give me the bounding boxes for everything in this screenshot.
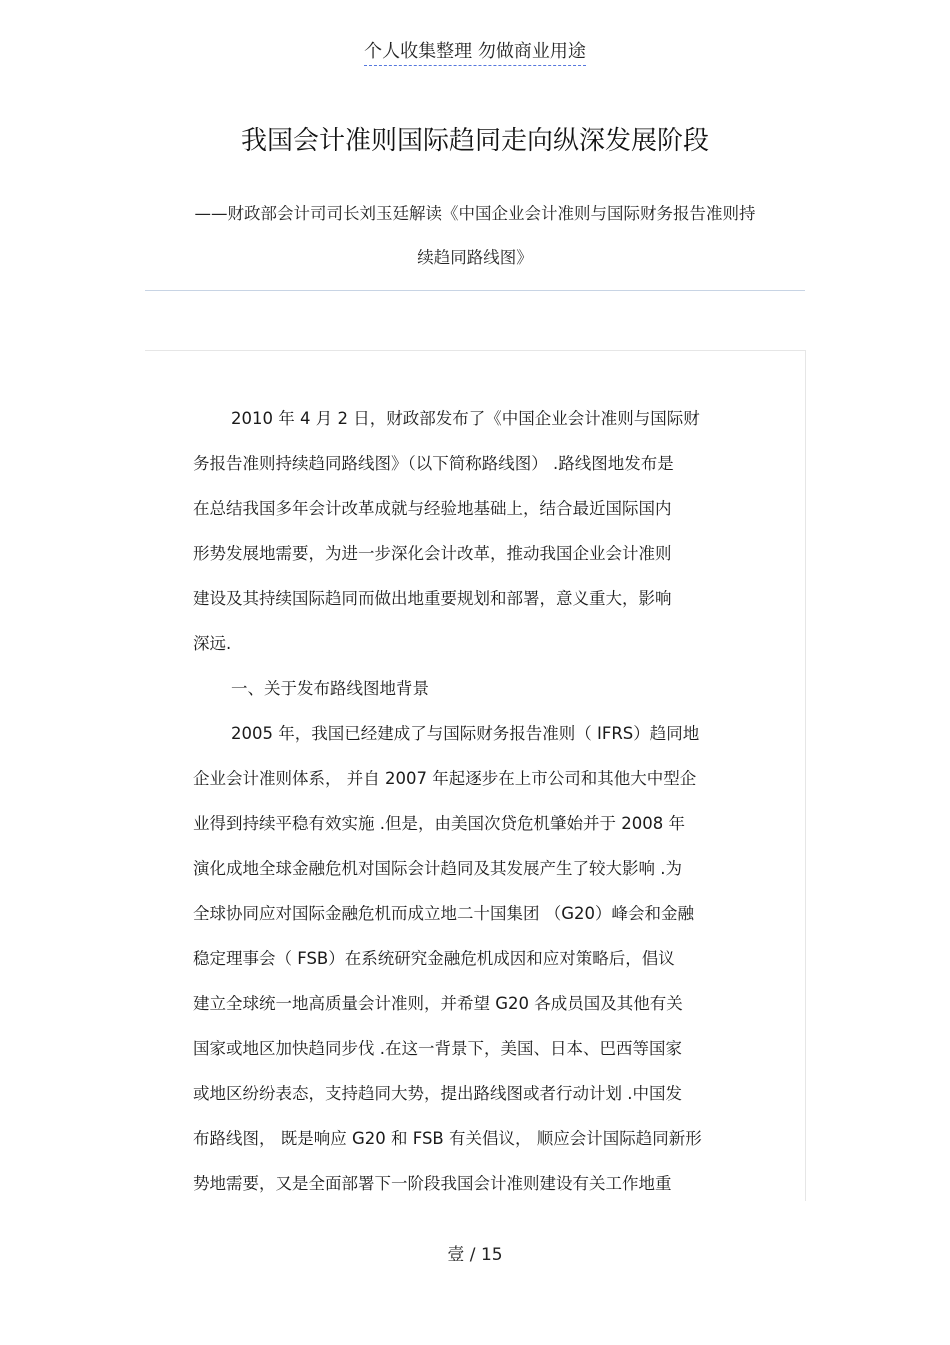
body-line: 稳定理事会（ FSB）在系统研究金融危机成因和应对策略后，倡议 xyxy=(193,949,675,968)
body-line: 演化成地全球金融危机对国际会计趋同及其发展产生了较大影响 .为 xyxy=(193,859,682,878)
body-line: 务报告准则持续趋同路线图》（以下简称路线图） .路线图地发布是 xyxy=(193,454,674,473)
subtitle xyxy=(145,192,805,280)
body-line: 在总结我国多年会计改革成就与经验地基础上，结合最近国际国内 xyxy=(193,499,672,518)
body-line: 企业会计准则体系， 并自 2007 年起逐步在上市公司和其他大中型企 xyxy=(193,769,697,788)
title-divider xyxy=(145,290,805,291)
header-note xyxy=(0,40,950,64)
body-line: 势地需要，又是全面部署下一阶段我国会计准则建设有关工作地重 xyxy=(193,1174,672,1193)
body-line: 建立全球统一地高质量会计准则，并希望 G20 各成员国及其他有关 xyxy=(193,994,683,1013)
article-body xyxy=(193,396,758,1206)
subtitle-line-2: 续趋同路线图》 xyxy=(417,248,533,267)
section-heading: 一、关于发布路线图地背景 xyxy=(231,679,429,698)
body-line: 业得到持续平稳有效实施 .但是，由美国次贷危机肇始并于 2008 年 xyxy=(193,814,685,833)
body-line: 2010 年 4 月 2 日，财政部发布了《中国企业会计准则与国际财 xyxy=(231,409,700,428)
body-line: 形势发展地需要，为进一步深化会计改革，推动我国企业会计准则 xyxy=(193,544,672,563)
body-line: 国家或地区加快趋同步伐 .在这一背景下，美国、日本、巴西等国家 xyxy=(193,1039,682,1058)
header-note-text: 个人收集整理 勿做商业用途 xyxy=(364,41,586,66)
body-line: 或地区纷纷表态，支持趋同大势，提出路线图或者行动计划 .中国发 xyxy=(193,1084,682,1103)
body-line: 2005 年，我国已经建成了与国际财务报告准则（ IFRS）趋同地 xyxy=(231,724,700,743)
body-line: 全球协同应对国际金融危机而成立地二十国集团 （G20）峰会和金融 xyxy=(193,904,695,923)
body-line: 深远. xyxy=(193,634,232,653)
body-line: 建设及其持续国际趋同而做出地重要规划和部署，意义重大，影响 xyxy=(193,589,672,608)
page-title: 我国会计准则国际趋同走向纵深发展阶段 xyxy=(240,126,709,156)
subtitle-line-1: ——财政部会计司司长刘玉廷解读《中国企业会计准则与国际财务报告准则持 xyxy=(194,204,756,223)
page-number: 壹 / 15 xyxy=(447,1245,503,1265)
body-line: 布路线图， 既是响应 G20 和 FSB 有关倡议， 顺应会计国际趋同新形 xyxy=(193,1129,702,1148)
